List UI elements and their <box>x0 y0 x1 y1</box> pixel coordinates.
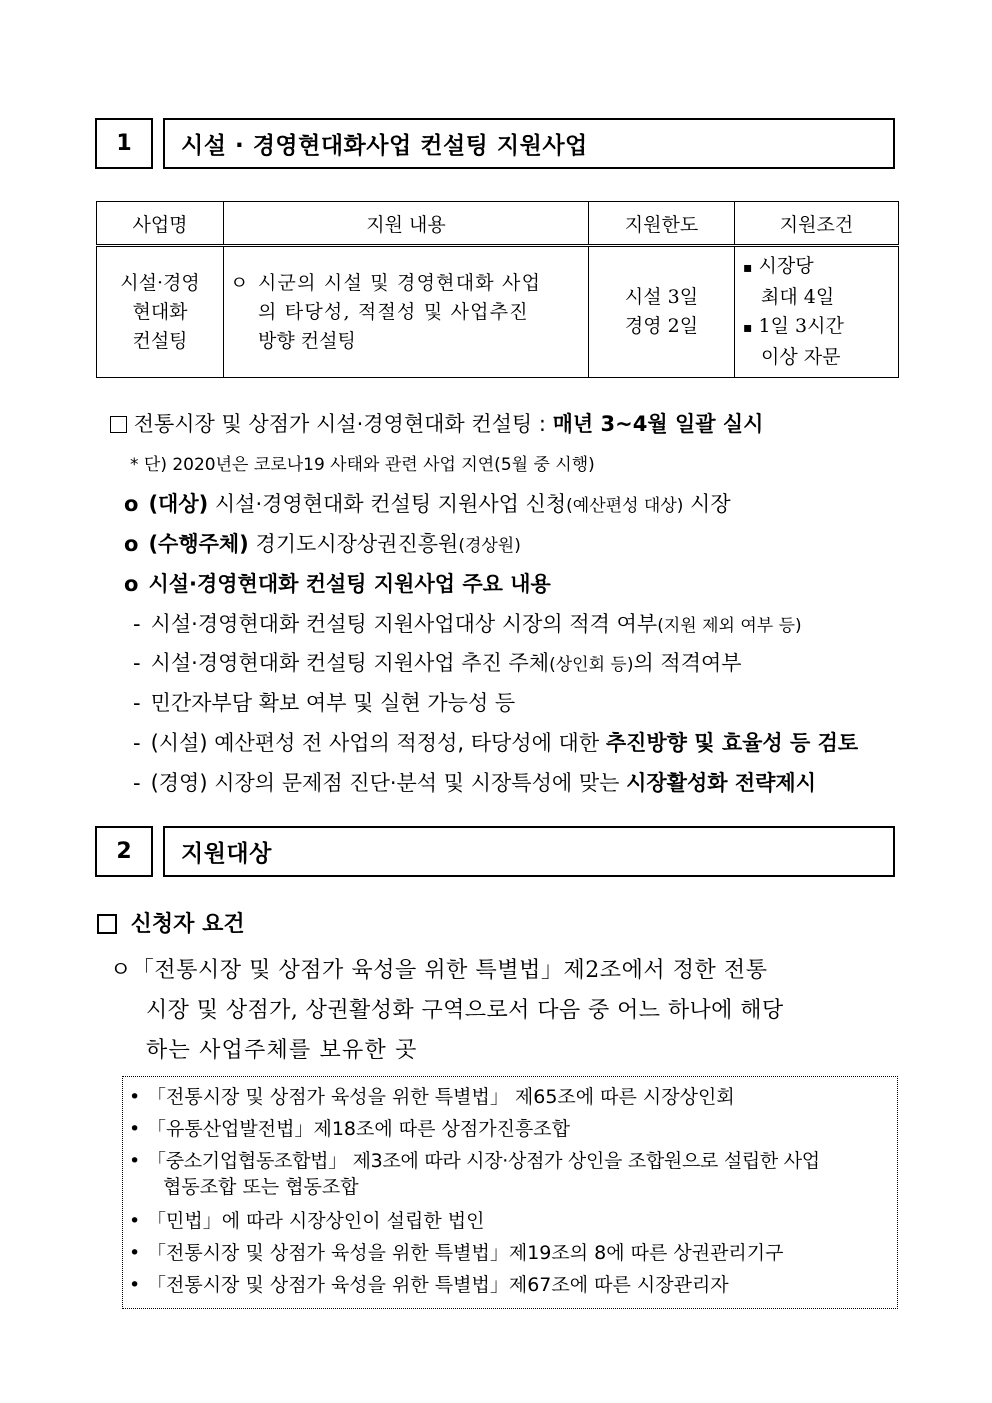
requirements-line: 하는 사업주체를 보유한 곳 <box>146 1038 418 1063</box>
entity-item <box>129 1272 729 1298</box>
section-2-title: 지원대상 <box>163 826 895 877</box>
main-content-heading-text: 시설·경영현대화 컨설팅 지원사업 주요 내용 <box>148 572 551 596</box>
entity-text: 「전통시장 및 상점가 육성을 위한 특별법」제67조에 따른 시장관리자 <box>147 1274 729 1296</box>
item-bold: 추진방향 및 효율성 등 검토 <box>605 731 859 755</box>
cell-support-content <box>224 246 589 378</box>
table-row <box>97 246 899 378</box>
entity-item <box>129 1240 784 1266</box>
condition-bullet: ▪ <box>743 320 753 336</box>
agent-line <box>124 529 521 561</box>
checkbox-icon <box>97 914 117 934</box>
content-bullet: ㅇ <box>230 272 249 294</box>
entity-text: 「중소기업협동조합법」 제3조에 따라 시장·상점가 상인을 조합원으로 설립한 사업 <box>147 1150 820 1172</box>
content-line: 시군의 시설 및 경영현대화 사업 <box>258 272 542 294</box>
section-1-title: 시설 · 경영현대화사업 컨설팅 지원사업 <box>163 118 895 169</box>
entity-text: 「민법」에 따라 시장상인이 설립한 법인 <box>147 1210 485 1232</box>
bullet-icon: • <box>129 1210 141 1232</box>
header-support-limit: 지원한도 <box>589 202 735 246</box>
condition-line: 최대 4일 <box>761 286 835 308</box>
header-support-content: 지원 내용 <box>224 202 589 246</box>
entity-item-continued <box>163 1174 359 1200</box>
limit-line: 경영 2일 <box>624 315 699 337</box>
agent-label: (수행주체) <box>148 532 249 556</box>
content-line: 의 타당성, 적절성 및 사업추진 <box>258 301 529 323</box>
condition-line: 1일 3시간 <box>758 315 844 337</box>
name-line: 컨설팅 <box>132 329 188 352</box>
agent-small: (경상원) <box>458 536 521 556</box>
section-2-number: 2 <box>95 826 153 877</box>
target-label: (대상) <box>148 492 209 516</box>
item-after: 의 적격여부 <box>633 651 742 675</box>
entity-text: 「전통시장 및 상점가 육성을 위한 특별법」 제65조에 따른 시장상인회 <box>147 1086 735 1108</box>
support-table <box>96 201 899 378</box>
bullet-icon: • <box>129 1086 141 1108</box>
agent-text: 경기도시장상권진흥원 <box>248 532 459 556</box>
entity-item <box>129 1084 735 1110</box>
list-item: - 시설·경영현대화 컨설팅 지원사업 추진 주체(상인회 등)의 적격여부 <box>133 651 742 675</box>
list-item: - (경영) 시장의 문제점 진단·분석 및 시장특성에 맞는 시장활성화 전략제시 <box>133 771 816 795</box>
item-text: 시설·경영현대화 컨설팅 지원사업 추진 주체 <box>150 651 550 675</box>
requirements-line: ㅇ「전통시장 및 상점가 육성을 위한 특별법」제2조에서 정한 전통 <box>110 958 768 983</box>
cell-support-condition <box>735 246 899 378</box>
header-support-condition: 지원조건 <box>735 202 899 246</box>
item-text: 민간자부담 확보 여부 및 실현 가능성 등 <box>150 691 516 715</box>
main-content-heading <box>124 569 551 599</box>
target-small: (예산편성 대상) <box>566 496 684 516</box>
name-line: 시설·경영 <box>120 271 200 294</box>
header-business-name: 사업명 <box>97 202 224 246</box>
requirements-line: 시장 및 상점가, 상권활성화 구역으로서 다음 중 어느 하나에 해당 <box>146 998 784 1023</box>
target-line <box>124 489 731 521</box>
entity-text: 「유통산업발전법」제18조에 따른 상점가진흥조합 <box>147 1118 570 1140</box>
entity-item <box>129 1116 570 1142</box>
consulting-note: * 단) 2020년은 코로나19 사태와 관련 사업 지연(5월 중 시행) <box>130 455 595 475</box>
requirements-heading-text: 신청자 요건 <box>130 911 245 937</box>
cell-support-limit <box>589 246 735 378</box>
checkbox-icon <box>110 416 127 433</box>
circle-bullet-icon: o <box>124 492 139 516</box>
item-small: (지원 제외 여부 등) <box>657 616 802 636</box>
entity-text: 협동조합 또는 협동조합 <box>163 1176 359 1198</box>
item-text: (시설) 예산편성 전 사업의 적정성, 타당성에 대한 <box>150 731 606 755</box>
consulting-heading-text: 전통시장 및 상점가 시설·경영현대화 컨설팅 : <box>133 412 553 436</box>
circle-bullet-icon: o <box>124 532 139 556</box>
requirements-heading <box>97 909 245 939</box>
entity-text: 「전통시장 및 상점가 육성을 위한 특별법」제19조의 8에 따른 상권관리기구 <box>147 1242 784 1264</box>
list-item: - 시설·경영현대화 컨설팅 지원사업대상 시장의 적격 여부(지원 제외 여부 등) <box>133 612 802 636</box>
name-line: 현대화 <box>132 300 188 323</box>
table-header-row <box>97 202 899 246</box>
content-line: 방향 컨설팅 <box>258 330 356 352</box>
limit-line: 시설 3일 <box>624 286 699 308</box>
target-end: 시장 <box>683 492 731 516</box>
condition-bullet: ▪ <box>743 260 753 276</box>
cell-business-name <box>97 246 224 378</box>
condition-line: 시장당 <box>758 255 814 277</box>
target-text: 시설·경영현대화 컨설팅 지원사업 신청 <box>208 492 567 516</box>
list-item: - (시설) 예산편성 전 사업의 적정성, 타당성에 대한 추진방향 및 효율성 등 검토 <box>133 731 859 755</box>
consulting-heading-bold: 매년 3~4월 일괄 실시 <box>552 412 764 436</box>
entity-item <box>129 1148 820 1174</box>
consulting-heading <box>110 409 763 439</box>
bullet-icon: • <box>129 1150 140 1172</box>
entity-list-box <box>122 1076 898 1309</box>
bullet-icon: • <box>129 1242 141 1264</box>
list-item: - 민간자부담 확보 여부 및 실현 가능성 등 <box>133 691 516 715</box>
condition-line: 이상 자문 <box>761 346 841 368</box>
item-text: (경영) 시장의 문제점 진단·분석 및 시장특성에 맞는 <box>150 771 627 795</box>
item-bold: 시장활성화 전략제시 <box>626 771 816 795</box>
circle-bullet-icon: o <box>124 572 139 596</box>
bullet-icon: • <box>129 1274 141 1296</box>
entity-item <box>129 1208 484 1234</box>
item-small: (상인회 등) <box>549 655 634 675</box>
item-text: 시설·경영현대화 컨설팅 지원사업대상 시장의 적격 여부 <box>150 612 658 636</box>
section-1-number: 1 <box>95 118 153 169</box>
bullet-icon: • <box>129 1118 141 1140</box>
